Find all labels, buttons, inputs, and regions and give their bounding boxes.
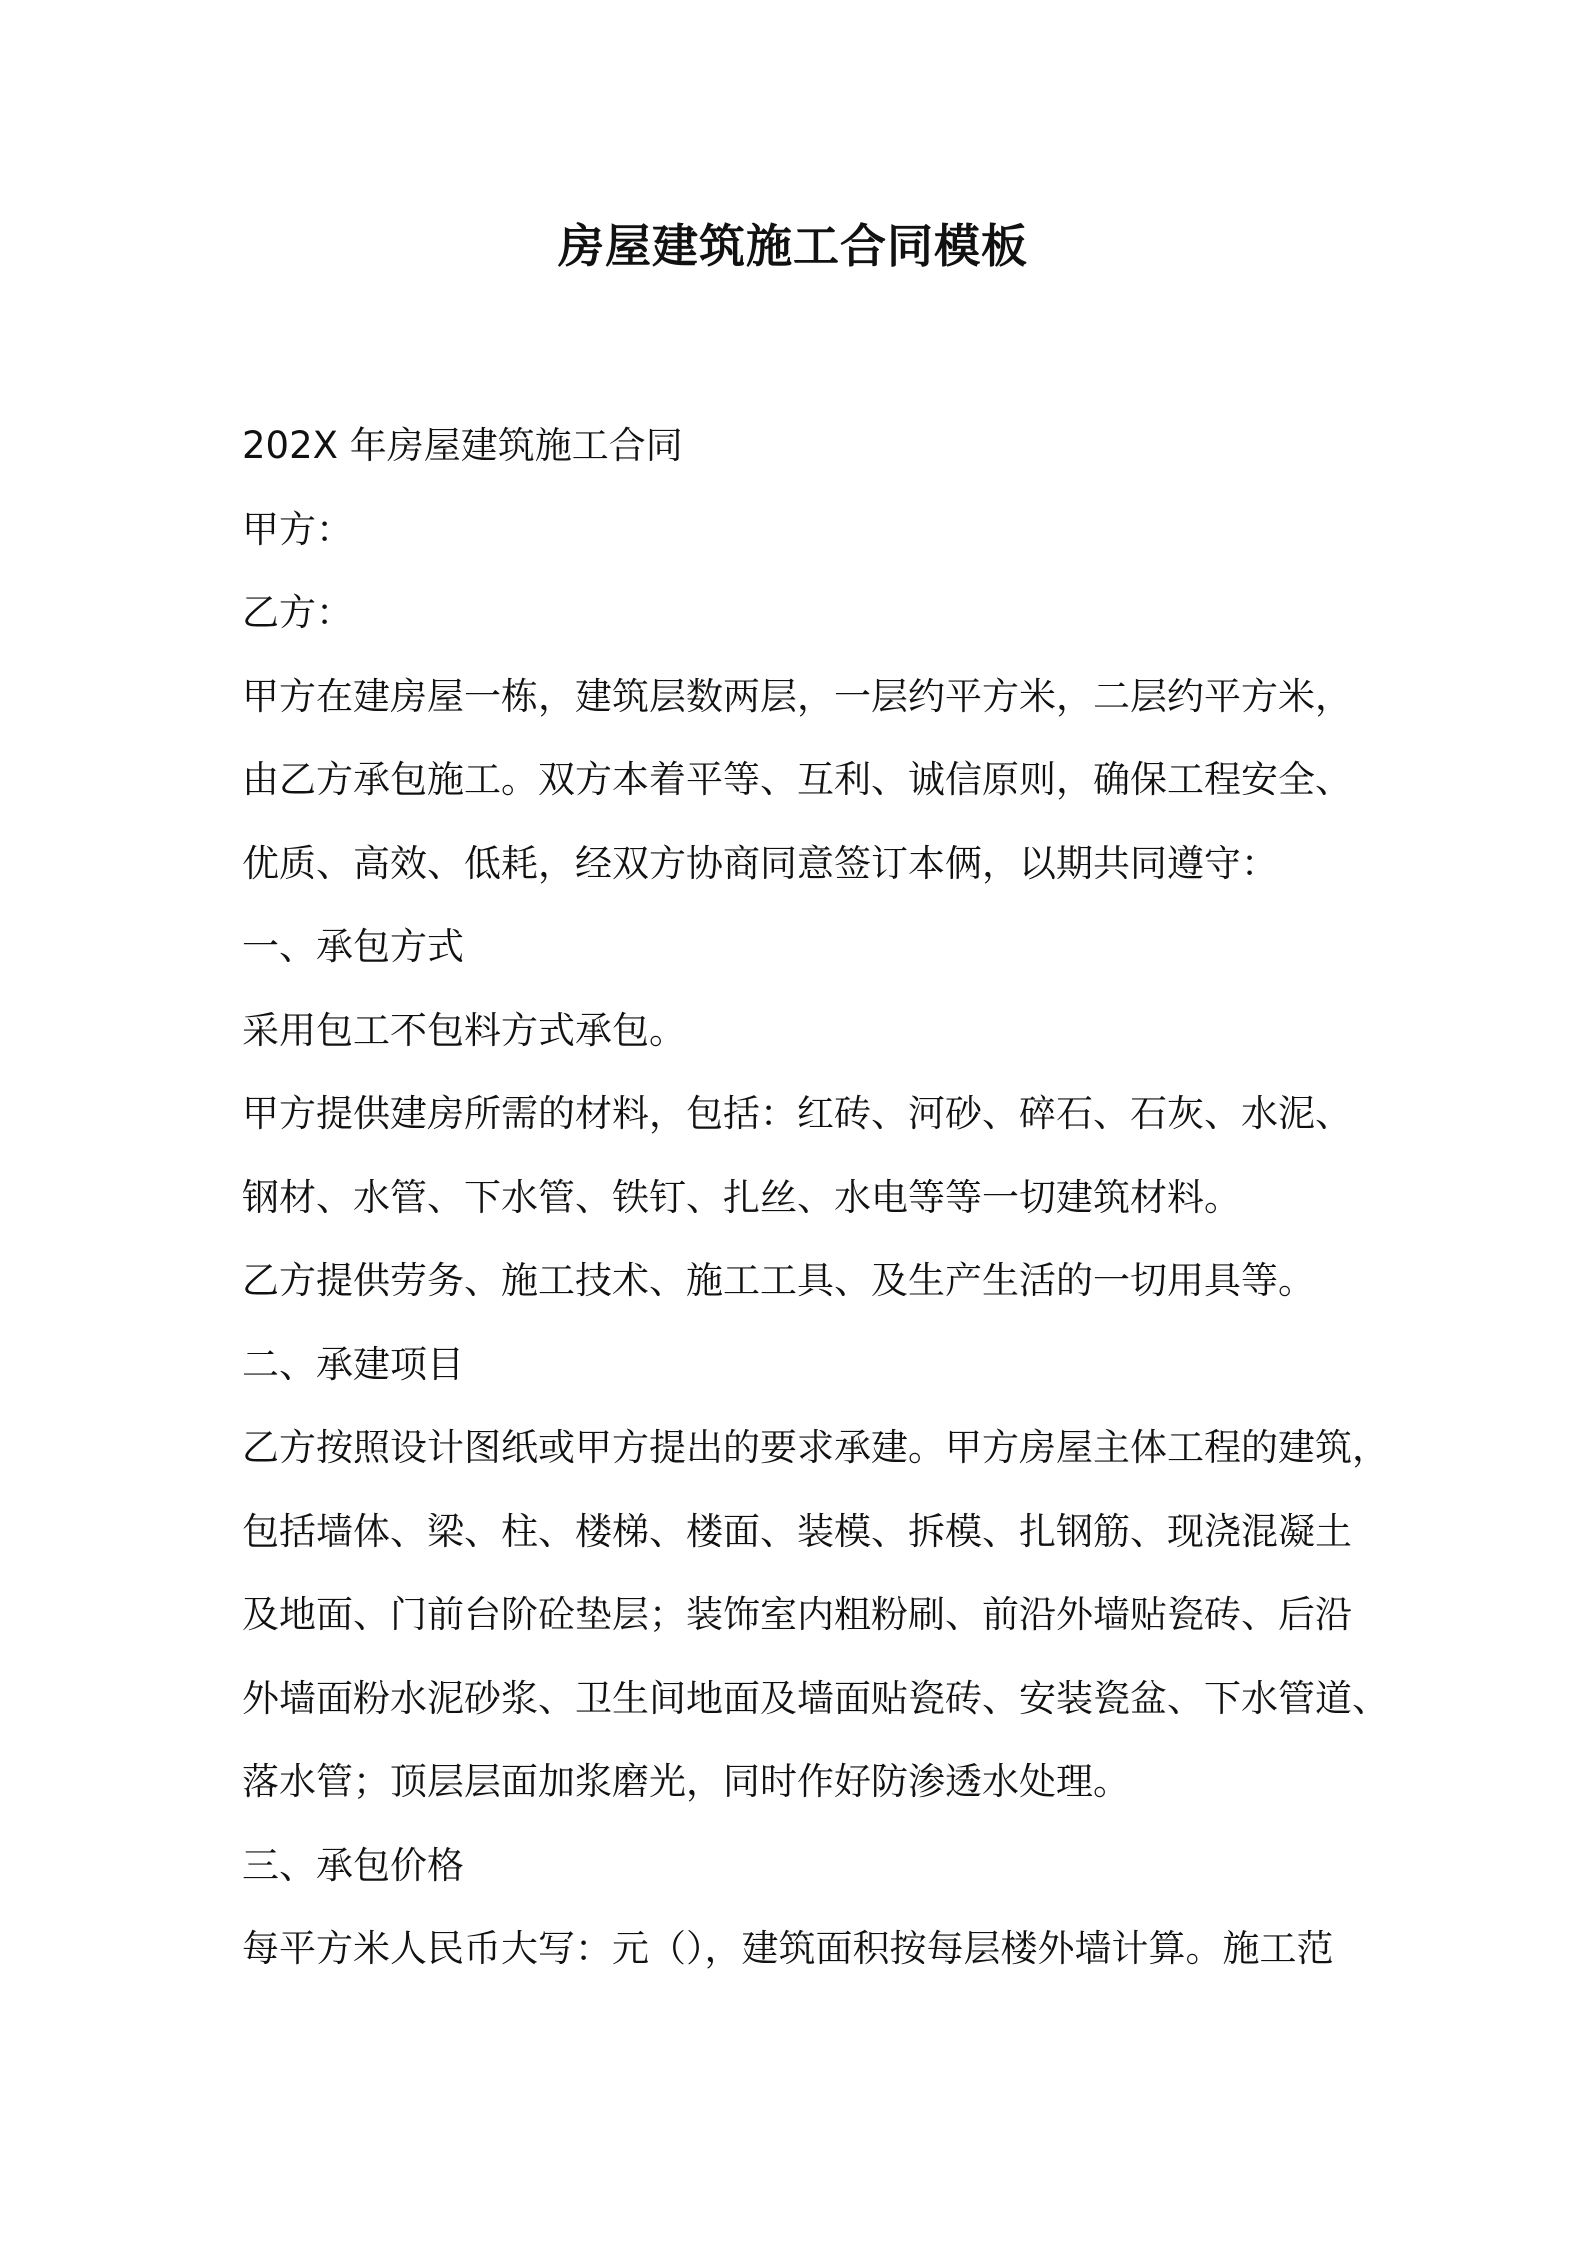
paragraph-line: 及地面、门前台阶砼垫层；装饰室内粗粉刷、前沿外墙贴瓷砖、后沿 (242, 1593, 1352, 1636)
paragraph-line: 采用包工不包料方式承包。 (242, 1008, 686, 1052)
paragraph-line: 每平方米人民币大写：元（），建筑面积按每层楼外墙计算。施工范 (242, 1927, 1334, 1970)
section-heading: 一、承包方式 (242, 925, 464, 968)
paragraph-line: 包括墙体、梁、柱、楼梯、楼面、装模、拆模、扎钢筋、现浇混凝土 (242, 1509, 1352, 1553)
section-heading: 三、承包价格 (242, 1843, 464, 1887)
paragraph-line: 由乙方承包施工。双方本着平等、互利、诚信原则，确保工程安全、 (242, 758, 1352, 801)
paragraph-line: 甲方在建房屋一栋，建筑层数两层，一层约平方米，二层约平方米， (242, 674, 1352, 718)
party-b-line: 乙方： (242, 591, 353, 634)
party-a-line: 甲方： (242, 507, 353, 551)
paragraph-line: 钢材、水管、下水管、铁钉、扎丝、水电等等一切建筑材料。 (242, 1175, 1241, 1219)
document-title: 房屋建筑施工合同模板 (558, 219, 1028, 273)
paragraph-line: 外墙面粉水泥砂浆、卫生间地面及墙面贴瓷砖、安装瓷盆、下水管道、 (242, 1676, 1389, 1720)
paragraph-line: 落水管；顶层层面加浆磨光，同时作好防渗透水处理。 (242, 1760, 1130, 1803)
contract-heading: 202X 年房屋建筑施工合同 (242, 424, 683, 467)
section-heading: 二、承建项目 (242, 1342, 464, 1386)
paragraph-line: 乙方按照设计图纸或甲方提出的要求承建。甲方房屋主体工程的建筑， (242, 1426, 1389, 1469)
paragraph-line: 乙方提供劳务、施工技术、施工工具、及生产生活的一切用具等。 (242, 1259, 1315, 1302)
paragraph-line: 甲方提供建房所需的材料，包括：红砖、河砂、碎石、石灰、水泥、 (242, 1092, 1352, 1135)
document-body (242, 404, 1392, 1991)
paragraph-line: 优质、高效、低耗，经双方协商同意签订本俩，以期共同遵守： (242, 841, 1278, 885)
